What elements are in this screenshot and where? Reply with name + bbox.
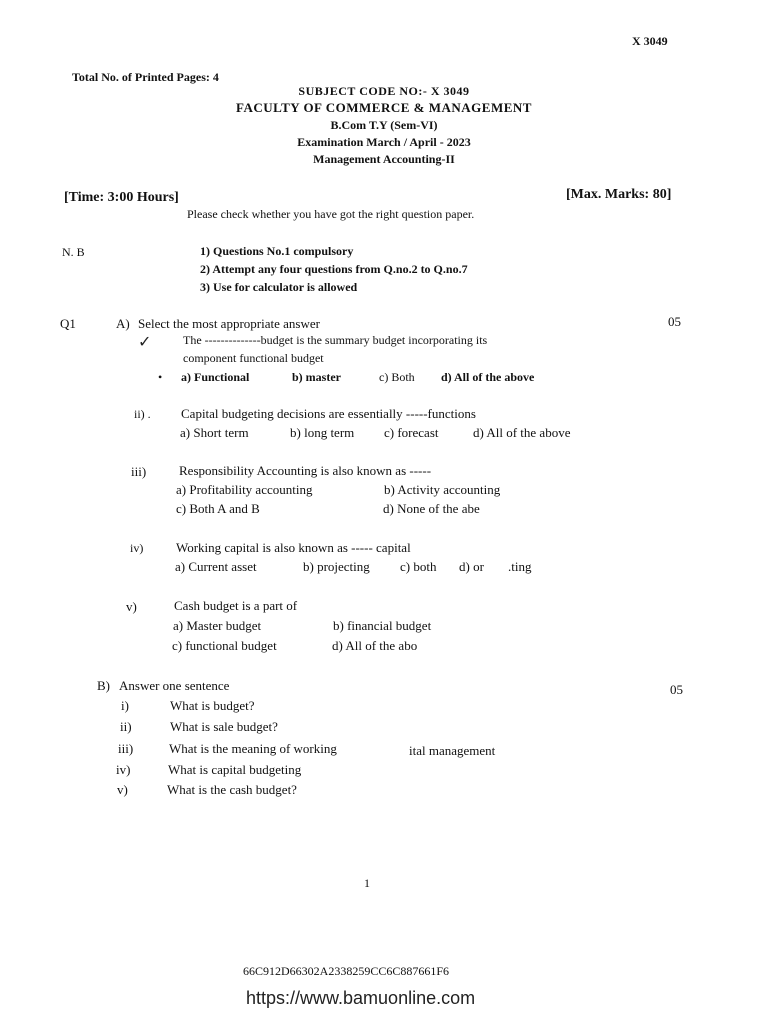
nb-item: 3) Use for calculator is allowed (200, 280, 358, 294)
question-text: What is sale budget? (170, 719, 278, 734)
option: a) Current asset (175, 559, 257, 574)
option: b) projecting (303, 559, 370, 574)
option: d) All of the abo (332, 638, 418, 653)
website-link[interactable]: https://www.bamuonline.com (246, 988, 476, 1008)
q1-label: Q1 (60, 316, 76, 331)
question-text: Working capital is also known as ----- capital (176, 540, 411, 555)
question-text: What is the meaning of working (169, 741, 337, 756)
q1b-label: B) (97, 678, 110, 693)
q1b-title: Answer one sentence (119, 678, 230, 693)
option: b) Activity accounting (384, 482, 501, 497)
option: c) Both (379, 370, 415, 384)
question-number: iii) (118, 741, 134, 756)
option: d) None of the abe (383, 501, 480, 516)
bullet-dot: • (158, 370, 163, 384)
option: b) master (292, 370, 341, 384)
course-title: B.Com T.Y (Sem-VI) (330, 118, 438, 132)
question-text: What is budget? (170, 698, 255, 713)
tick-mark-icon: ✓ (138, 334, 152, 351)
option: d) All of the above (441, 370, 535, 384)
paper-code-top: X 3049 (632, 34, 668, 48)
nb-label: N. B (62, 245, 85, 259)
q1b-marks: 05 (670, 682, 683, 697)
max-marks: [Max. Marks: 80] (566, 187, 672, 202)
printed-pages-note: Total No. of Printed Pages: 4 (72, 70, 219, 84)
question-text: Cash budget is a part of (174, 598, 298, 613)
question-text: What is capital budgeting (168, 762, 302, 777)
question-number: ii) (120, 719, 132, 734)
q1a-label: A) (116, 316, 130, 331)
option: b) financial budget (333, 618, 432, 633)
option: a) Functional (181, 370, 250, 384)
option: c) forecast (384, 425, 439, 440)
option: b) long term (290, 425, 355, 440)
check-note: Please check whether you have got the right question paper. (187, 207, 475, 221)
q1a-title: Select the most appropriate answer (138, 316, 320, 331)
option: d) or (459, 559, 484, 574)
question-number: iv) (130, 541, 144, 555)
option: c) both (400, 559, 437, 574)
option: a) Short term (180, 425, 249, 440)
question-number: v) (117, 782, 128, 797)
question-text: What is the cash budget? (167, 782, 297, 797)
question-text: Capital budgeting decisions are essentially -----functions (181, 406, 476, 421)
footer-code: 66C912D66302A2338259CC6C887661F6 (243, 964, 450, 978)
option: a) Master budget (173, 618, 262, 633)
page-number: 1 (364, 876, 370, 890)
question-text: Responsibility Accounting is also known as ----- (179, 463, 432, 478)
time-allowed: [Time: 3:00 Hours] (64, 190, 179, 205)
question-text-continued: ital management (409, 743, 496, 758)
question-number: i) (121, 698, 129, 713)
paper-title: Management Accounting-II (313, 152, 455, 166)
question-number: v) (126, 599, 137, 614)
question-text: component functional budget (183, 351, 324, 365)
faculty-title: FACULTY OF COMMERCE & MANAGEMENT (236, 100, 532, 115)
option: c) functional budget (172, 638, 277, 653)
exam-session: Examination March / April - 2023 (297, 135, 471, 149)
option: d) All of the above (473, 425, 571, 440)
nb-item: 1) Questions No.1 compulsory (200, 244, 354, 258)
subject-code: SUBJECT CODE NO:- X 3049 (298, 84, 470, 98)
question-text: The --------------budget is the summary budget incorporating its (183, 333, 488, 347)
option: .ting (508, 559, 532, 574)
option: c) Both A and B (176, 501, 260, 516)
question-number: ii) . (134, 407, 151, 421)
question-number: iv) (116, 762, 131, 777)
option: a) Profitability accounting (176, 482, 313, 497)
question-number: iii) (131, 464, 147, 479)
q1a-marks: 05 (668, 314, 681, 329)
nb-item: 2) Attempt any four questions from Q.no.2 to Q.no.7 (200, 262, 468, 276)
